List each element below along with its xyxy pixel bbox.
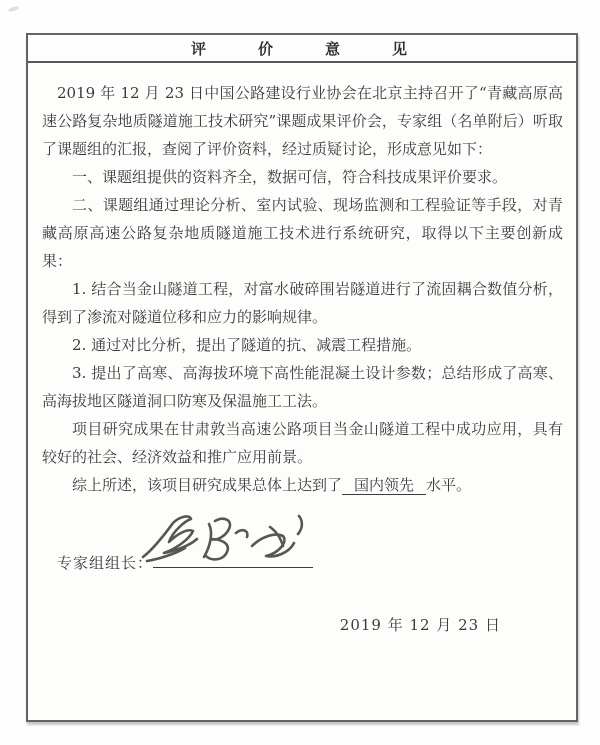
document-title: 评价意见	[190, 39, 459, 58]
application-paragraph: 项目研究成果在甘肃敦当高速公路项目当金山隧道工程中成功应用，具有较好的社会、经济效益和推广应用前景。	[42, 420, 563, 466]
conclusion-prefix: 综上所述，该项目研究成果总体上达到了	[72, 476, 343, 494]
innovation-item-3: 3. 提出了高寒、高海拔环境下高性能混凝土设计参数；总结形成了高寒、高海拔地区隧道洞口防寒及保温施工工法。	[42, 364, 563, 410]
evaluation-opinion-form	[26, 33, 578, 722]
innovation-item-2: 2. 通过对比分析，提出了隧道的抗、减震工程措施。	[72, 336, 422, 354]
document-body	[28, 63, 576, 639]
opinion-item-1: 一、课题组提供的资料齐全，数据可信，符合科技成果评价要求。	[72, 168, 508, 186]
rating-underlined: 国内领先	[342, 476, 426, 495]
innovation-item-1: 1. 结合当金山隧道工程，对富水破碎围岩隧道进行了流固耦合数值分析，得到了渗流对隧道位移和应力的影响规律。	[42, 280, 563, 326]
scan-artifact	[8, 5, 20, 12]
signature-line	[153, 552, 313, 568]
opinion-item-2: 二、课题组通过理论分析、室内试验、现场监测和工程验证等手段，对青藏高原高速公路复杂地质隧道施工技术进行系统研究，取得以下主要创新成果：	[42, 196, 563, 270]
conclusion-suffix: 水平。	[426, 476, 472, 494]
signature-row	[42, 549, 563, 577]
handwritten-signature-icon	[139, 509, 319, 571]
conclusion-paragraph	[42, 471, 563, 499]
document-date: 2019 年 12 月 23 日	[339, 616, 501, 634]
intro-paragraph: 2019 年 12 月 23 日中国公路建设行业协会在北京主持召开了“青藏高原高速公路复杂地质隧道施工技术研究”课题成果评价会，专家组（名单附后）听取了课题组的汇报，查阅了评价资料，经过质疑讨论，形成意见如下：	[42, 84, 563, 158]
signature-label: 专家组组长：	[57, 554, 154, 572]
document-title-row	[28, 35, 576, 63]
